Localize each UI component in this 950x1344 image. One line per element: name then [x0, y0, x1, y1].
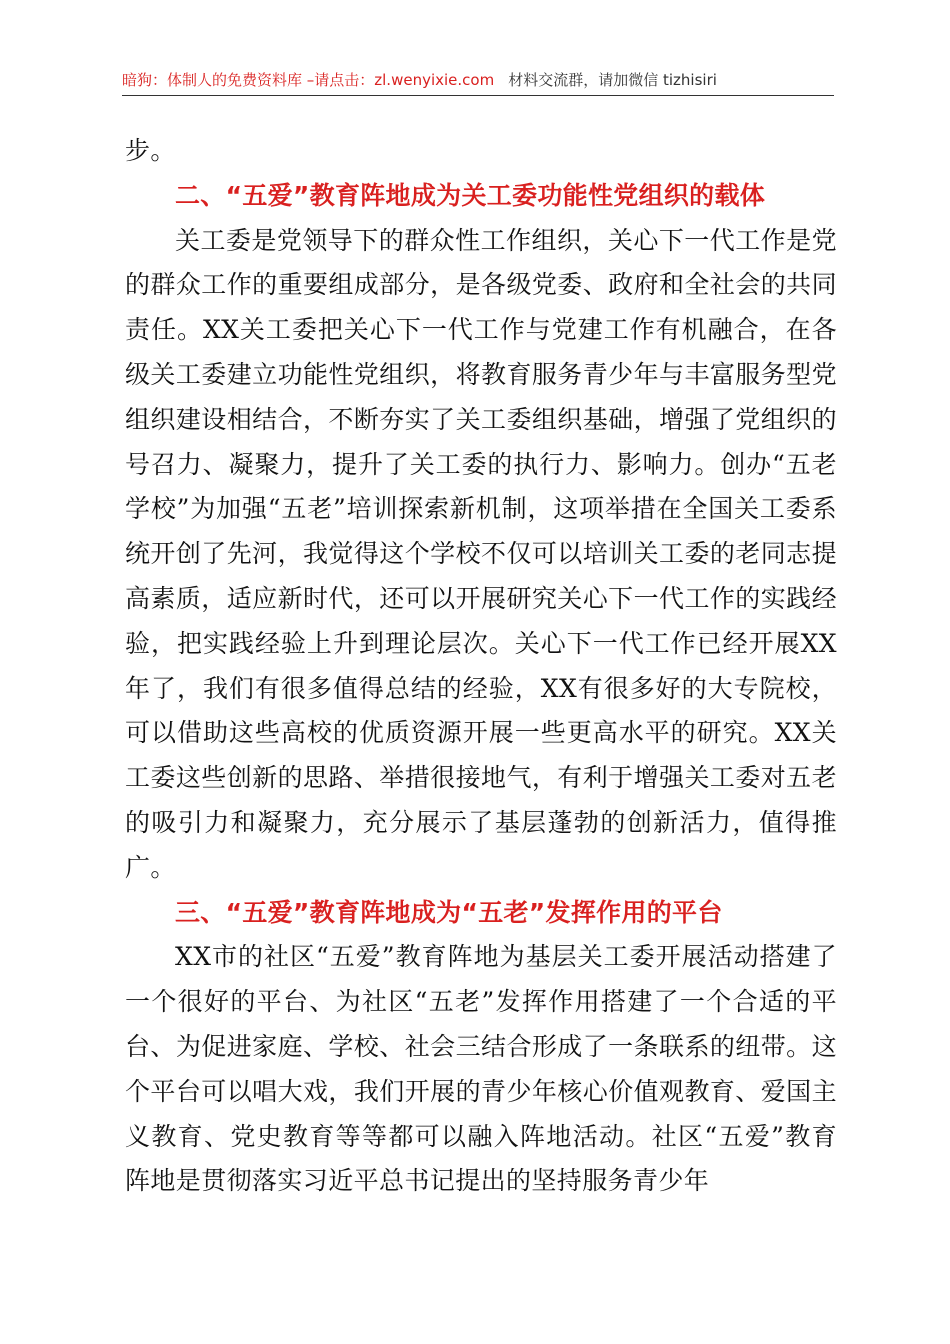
paragraph-section-2: 关工委是党领导下的群众性工作组织，关心下一代工作是党的群众工作的重要组成部分，是各级党委、政府和全社会的共同责任。XX关工委把关心下一代工作与党建工作有机融合，在各级关工委建立功能性党组织，将教育服务青少年与丰富服务型党组织建设相结合，不断夯实了关工委组织基础，增强了党组织的号召力、凝聚力，提升了关工委的执行力、影响力。创办“五老学校”为加强“五老”培训探索新机制，这项举措在全国关工委系统开创了先河，我觉得这个学校不仅可以培训关工委的老同志提高素质，适应新时代，还可以开展研究关心下一代工作的实践经验，把实践经验上升到理论层次。关心下一代工作已经开展XX年了，我们有很多值得总结的经验，XX有很多好的大专院校，可以借助这些高校的优质资源开展一些更高水平的研究。XX关工委这些创新的思路、举措很接地气，有利于增强关工委对五老的吸引力和凝聚力，充分展示了基层蓬勃的创新活力，值得推广。 — [125, 225, 837, 882]
paragraph-section-3: XX市的社区“五爱”教育阵地为基层关工委开展活动搭建了一个很好的平台、为社区“五老”发挥作用搭建了一个合适的平台、为促进家庭、学校、社会三结合形成了一条联系的纽带。这个平台可以唱大戏，我们开展的青少年核心价值观教育、爱国主义教育、党史教育等等都可以融入阵地活动。社区“五爱”教育阵地是贯彻落实习近平总书记提出的坚持服务青少年 — [125, 942, 837, 1196]
page-header — [122, 66, 830, 94]
paragraph-continuation: 步。 — [125, 136, 176, 165]
header-contact-text: 材料交流群，请加微信 tizhisiri — [508, 71, 717, 89]
header-divider — [122, 95, 834, 96]
document-body — [125, 129, 837, 1204]
header-link-text[interactable]: 暗狗：体制人的免费资料库 –请点击：zl.wenyixie.com — [122, 71, 495, 89]
section-heading-3: 三、“五爱”教育阵地成为“五老”发挥作用的平台 — [175, 897, 723, 927]
section-heading-2: 二、“五爱”教育阵地成为关工委功能性党组织的载体 — [175, 180, 766, 210]
